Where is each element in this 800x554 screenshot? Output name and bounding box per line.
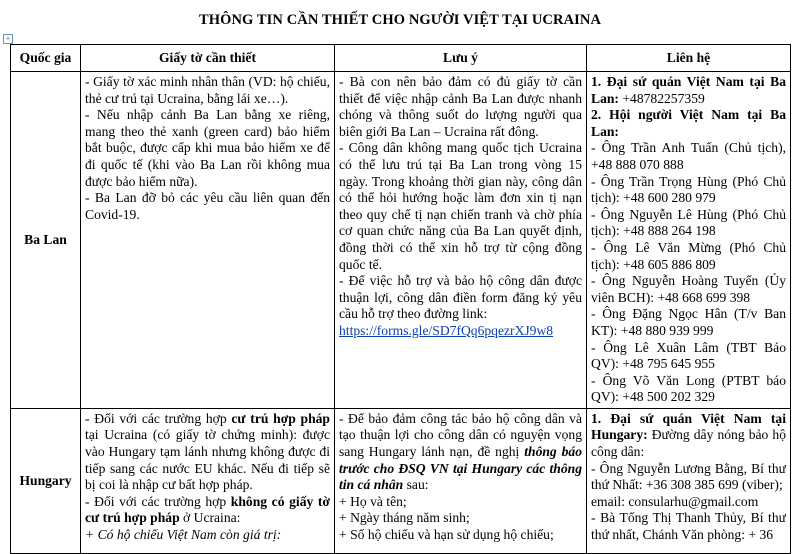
poland-documents-cell — [81, 72, 335, 409]
hungary-note-text: sau: — [403, 477, 429, 493]
hungary-note-item: + Số hộ chiếu và hạn sử dụng hộ chiếu; — [339, 527, 554, 543]
header-row — [11, 45, 791, 72]
table-row-hungary — [11, 408, 791, 553]
info-table — [10, 44, 791, 554]
contact-email: email: consularhu@gmail.com — [591, 493, 759, 509]
hungary-doc-text: ở Ucraina: — [179, 510, 241, 526]
header-country: Quốc gia — [11, 45, 81, 72]
poland-doc-item: - Nếu nhập cảnh Ba Lan bằng xe riêng, mang theo thẻ xanh (green card) bảo hiểm bắt buộc, được cấp khi mua bảo hiểm xe để đi quốc tế (khi vào Ba Lan rồi không mua được bảo hiểm nữa). — [85, 107, 330, 189]
country-hungary: Hungary — [11, 408, 81, 553]
contact-person: - Ông Lê Văn Mừng (Phó Chủ tịch): +48 605 886 809 — [591, 239, 786, 272]
hungary-doc-emphasis: cư trú hợp pháp — [231, 410, 330, 426]
poland-note-item: - Công dân không mang quốc tịch Ucraina có thể lưu trú tại Ba Lan trong vòng 15 ngày. Trong khoảng thời gian này, công dân có thể hỏi hướng hoặc làm đơn xin tị nạn theo quy chế tị nạn chiến tranh và chờ phía cơ quan chức năng của Ba Lan quyết định, đồng thời có thể xin hỗ trợ từ cộng đồng quốc tế. — [339, 140, 582, 272]
hungary-embassy-text: Đường dây nóng bảo hộ công dân: — [591, 427, 786, 460]
poland-doc-item: - Ba Lan đỡ bỏ các yêu cầu liên quan đến Covid-19. — [85, 190, 330, 222]
contact-person: - Ông Trần Trọng Hùng (Phó Chủ tịch): +48 600 280 979 — [591, 173, 786, 206]
contact-person: - Ông Trần Anh Tuấn (Chủ tịch), +48 888 070 888 — [591, 140, 786, 172]
contact-person: - Ông Nguyễn Lương Bằng, Bí thư thứ Nhất: +36 308 385 699 (viber); — [591, 460, 786, 493]
poland-contacts-cell — [587, 72, 791, 409]
poland-registration-link[interactable]: https://forms.gle/SD7fQq6pqezrXJ9w8 — [339, 322, 554, 338]
poland-doc-item: - Giấy tờ xác minh nhân thân (VD: hộ chiếu, thẻ cư trú tại Ucraina, bằng lái xe…). — [85, 74, 330, 106]
header-notes: Lưu ý — [335, 45, 587, 72]
table-move-handle-icon[interactable]: + — [3, 34, 13, 44]
contact-person: - Ông Lê Xuân Lâm (TBT Báo QV): +48 795 645 955 — [591, 339, 786, 372]
hungary-notes-cell — [335, 408, 587, 553]
hungary-contacts-cell — [587, 408, 791, 553]
header-contacts: Liên hệ — [587, 45, 791, 72]
table-row-poland — [11, 72, 791, 409]
hungary-doc-text: - Đối với các trường hợp — [85, 410, 232, 426]
contact-person: - Ông Nguyễn Lê Hùng (Phó Chủ tịch): +48 888 264 198 — [591, 206, 786, 239]
hungary-doc-emphasis: không có giấy tờ cư trú hợp pháp — [85, 493, 330, 526]
contact-person: - Bà Tống Thị Thanh Thủy, Bí thư thứ nhất, Chánh Văn phòng: + 36 — [591, 510, 786, 543]
hungary-embassy-label: 1. Đại sứ quán Việt Nam tại Hungary: — [591, 410, 786, 443]
poland-embassy-label: 1. Đại sứ quán Việt Nam tại Ba Lan: — [591, 74, 786, 106]
document-title: THÔNG TIN CẦN THIẾT CHO NGƯỜI VIỆT TẠI UCRAINA — [198, 12, 602, 28]
hungary-documents-cell — [81, 408, 335, 553]
country-poland: Ba Lan — [11, 72, 81, 409]
poland-embassy-phone: +48782257359 — [618, 90, 705, 106]
hungary-doc-text: tại Ucraina (có giấy tờ chứng minh): được vào Hungary tạm lánh nhưng không được đi tiếp sang các nước EU khác. Nếu đi tiếp sẽ bị coi là nhập cư bất hợp pháp. — [85, 427, 330, 493]
hungary-doc-text: - Đối với các trường hợp — [85, 493, 231, 509]
poland-notes-cell — [335, 72, 587, 409]
hungary-note-text: - Để bảo đảm công tác bảo hộ công dân và tạo thuận lợi cho công dân có nguyện vọng sang Hungary lánh nạn, đề nghị — [339, 410, 582, 460]
poland-note-item: - Để việc hỗ trợ và bảo hộ công dân được thuận lợi, công dân điền form đăng ký yêu cầu hỗ trợ theo đường link: — [339, 273, 582, 322]
contact-person: - Ông Đặng Ngọc Hân (T/v Ban KT): +48 880 939 999 — [591, 306, 786, 338]
poland-note-item: - Bà con nên bảo đảm có đủ giấy tờ cần thiết để việc nhập cảnh Ba Lan được nhanh chóng và thông suốt do lượng người qua biên giới Ba Lan – Ucraina rất đông. — [339, 74, 582, 139]
hungary-note-item: + Họ và tên; — [339, 493, 407, 509]
hungary-doc-text: + Có hộ chiếu Việt Nam còn giá trị: — [85, 527, 282, 543]
contact-person: - Ông Nguyễn Hoàng Tuyến (Ủy viên BCH): +48 668 699 398 — [591, 273, 786, 305]
header-documents: Giấy tờ cần thiết — [81, 45, 335, 72]
hungary-note-item: + Ngày tháng năm sinh; — [339, 510, 470, 526]
contact-person: - Ông Võ Văn Long (PTBT báo QV): +48 500 202 329 — [591, 372, 786, 405]
poland-association-label: 2. Hội người Việt Nam tại Ba Lan: — [591, 107, 786, 139]
hungary-note-emphasis: thông báo trước cho ĐSQ VN tại Hungary các thông tin cá nhân — [339, 444, 582, 493]
